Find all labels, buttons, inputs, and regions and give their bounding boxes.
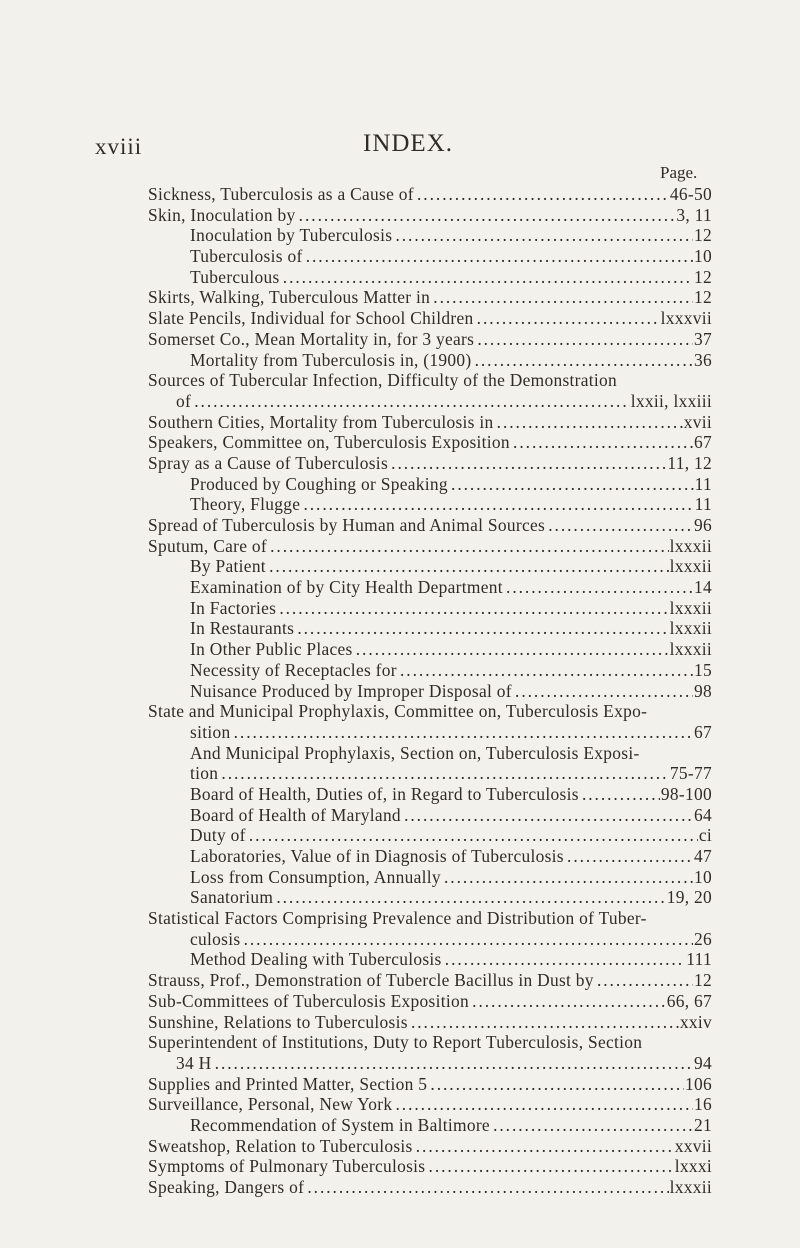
index-entry-page: 10 (694, 866, 712, 887)
index-entry-page: xxvii (674, 1135, 712, 1156)
index-entry-page: lxxxii (669, 597, 712, 618)
index-entry (148, 722, 712, 743)
index-entry-page: 37 (694, 328, 712, 349)
index-entry-page: 47 (694, 846, 712, 866)
index-entry-page: lxxxvii (660, 308, 712, 329)
index-entry-text: Recommendation of System in Baltimore . . . (148, 1115, 712, 1135)
index-entry-text: Spray as a Cause of Tuberculosis . . . (148, 453, 712, 473)
index-entry-text: sition . . . (148, 722, 712, 742)
page-folio: xviii (95, 134, 143, 159)
index-entry (148, 350, 712, 371)
index-entry-page: 67 (694, 432, 712, 453)
index-entry-text: Skirts, Walking, Tuberculous Matter in . . . (148, 287, 712, 307)
index-entry (148, 1136, 712, 1157)
index-entry (148, 805, 712, 826)
index-entry-text: Somerset Co., Mean Mortality in, for 3 years . . . (148, 329, 712, 349)
index-entry (148, 556, 712, 577)
index-entry (148, 515, 712, 536)
index-entry (148, 618, 712, 639)
index-entry (148, 308, 712, 329)
index-entry-text: Examination of by City Health Department . . . (148, 577, 712, 597)
index-entry (148, 598, 712, 619)
index-entry-page: 12 (694, 225, 712, 246)
index-entry-page: 19, 20 (666, 887, 712, 908)
index-entry-page: 67 (694, 721, 712, 742)
index-entry-page: 11, 12 (667, 452, 712, 473)
index-entry-page: lxxxii (669, 618, 712, 639)
index-entry-text: Board of Health of Maryland . . . (148, 805, 712, 825)
index-entry-text: Duty of . . . (148, 825, 712, 845)
index-entry-text: Loss from Consumption, Annually . . . (148, 867, 712, 887)
index-entry-page: ci (698, 825, 712, 846)
index-entry-text: Statistical Factors Comprising Prevalence and Distribution of Tuber- (148, 908, 647, 929)
index-entry-text: Sputum, Care of . . . (148, 536, 712, 556)
index-entry (148, 1012, 712, 1033)
index-entry-text: Southern Cities, Mortality from Tuberculosis in . . . (148, 412, 712, 432)
index-entry-page: 94 (694, 1052, 712, 1073)
index-entry-page: 12 (694, 287, 712, 308)
index-entry-text: Laboratories, Value of in Diagnosis of Tuberculosis . . . (148, 846, 712, 866)
index-entry-page: 14 (694, 577, 712, 598)
index-entry (148, 929, 712, 950)
index-entry-text: In Restaurants . . . (148, 618, 712, 638)
index-entry-page: 10 (694, 246, 712, 267)
index-entry-text: Produced by Coughing or Speaking . . . (148, 474, 712, 494)
index-entry (148, 887, 712, 908)
index-entry-text: 34 H . . . (148, 1053, 712, 1073)
index-entry-text: Symptoms of Pulmonary Tuberculosis . . . (148, 1156, 712, 1176)
index-entry (148, 205, 712, 226)
index-entry-page: xvii (683, 411, 712, 432)
index-entry-page: 98 (694, 680, 712, 701)
index-entry-page: 36 (694, 349, 712, 370)
index-entry-text: In Other Public Places . . . (148, 639, 712, 659)
index-entry (148, 825, 712, 846)
index-entry-page: lxxxii (669, 556, 712, 577)
index-entry (148, 743, 712, 764)
index-entry-text: By Patient . . . (148, 556, 712, 576)
index-entry (148, 908, 712, 929)
index-entry (148, 991, 712, 1012)
index-entry-text: State and Municipal Prophylaxis, Committee on, Tuberculosis Expo- (148, 701, 648, 722)
index-entry (148, 1177, 712, 1198)
index-entry-page: lxxxi (674, 1156, 712, 1177)
index-entry (148, 867, 712, 888)
index-entry-text: culosis . . . (148, 929, 712, 949)
index-entry-text: And Municipal Prophylaxis, Section on, Tuberculosis Exposi- (190, 742, 640, 763)
index-entry-text: Theory, Flugge . . . (148, 494, 712, 514)
index-entry-text: Tuberculous . . . (148, 267, 712, 287)
index-entry-page: lxxxii (669, 1177, 712, 1197)
index-entry (148, 577, 712, 598)
index-entry-page: 16 (694, 1094, 712, 1115)
index-entry-page: 26 (694, 928, 712, 949)
index-entry-page: lxxxii (669, 639, 712, 660)
index-entry-page: 3, 11 (676, 204, 712, 225)
index-entry (148, 1156, 712, 1177)
index-list (148, 184, 712, 1198)
index-entry (148, 370, 712, 391)
index-entry-page: 66, 67 (666, 990, 712, 1011)
index-entry-text: Superintendent of Institutions, Duty to Report Tuberculosis, Section (148, 1032, 643, 1053)
index-entry (148, 1053, 712, 1074)
index-entry-text: Skin, Inoculation by . . . (148, 205, 712, 225)
index-entry-text: Sanatorium . . . (148, 887, 712, 907)
index-entry (148, 536, 712, 557)
index-entry (148, 846, 712, 867)
index-entry-page: 11 (694, 494, 712, 515)
index-entry-page: 75-77 (669, 763, 712, 784)
index-entry (148, 287, 712, 308)
index-entry-page: 111 (686, 949, 712, 970)
index-entry-page: 12 (694, 970, 712, 991)
index-entry-text: Nuisance Produced by Improper Disposal of . . . (148, 681, 712, 701)
index-entry (148, 1032, 712, 1053)
index-entry-page: 98-100 (660, 783, 712, 804)
index-entry-text: Necessity of Receptacles for . . . (148, 660, 712, 680)
index-entry-text: Inoculation by Tuberculosis . . . (148, 225, 712, 245)
index-entry (148, 784, 712, 805)
page-column-label: Page. (660, 163, 698, 182)
index-entry (148, 1074, 712, 1095)
index-entry-page: 11 (694, 473, 712, 494)
index-entry-page: xxiv (679, 1011, 712, 1032)
index-entry (148, 453, 712, 474)
index-entry-page: lxxxii (669, 535, 712, 556)
index-entry-text: Supplies and Printed Matter, Section 5 . . . (148, 1074, 712, 1094)
index-entry (148, 474, 712, 495)
index-entry-text: Speakers, Committee on, Tuberculosis Exposition . . . (148, 432, 712, 452)
index-entry-page: 15 (694, 659, 712, 680)
index-entry-text: Sources of Tubercular Infection, Difficulty of the Demonstration (148, 370, 618, 391)
index-entry (148, 391, 712, 412)
index-entry (148, 494, 712, 515)
index-entry-text: Surveillance, Personal, New York . . . (148, 1094, 712, 1114)
index-entry-page: 64 (694, 804, 712, 825)
index-entry-text: Board of Health, Duties of, in Regard to Tuberculosis . . . (148, 784, 712, 804)
index-entry (148, 432, 712, 453)
index-entry (148, 681, 712, 702)
index-entry-text: Sickness, Tuberculosis as a Cause of . . . (148, 184, 712, 204)
index-entry-text: Sweatshop, Relation to Tuberculosis . . . (148, 1136, 712, 1156)
index-entry-text: Mortality from Tuberculosis in, (1900) . . . (148, 350, 712, 370)
index-entry (148, 660, 712, 681)
page-header (95, 130, 715, 164)
index-entry (148, 949, 712, 970)
running-title: INDEX. (363, 130, 454, 157)
index-entry-text: tion . . . (148, 763, 712, 783)
index-entry-text: Speaking, Dangers of . . . (148, 1177, 712, 1197)
index-entry (148, 701, 712, 722)
index-entry-page: 12 (694, 266, 712, 287)
index-entry (148, 1115, 712, 1136)
index-entry (148, 246, 712, 267)
index-entry (148, 329, 712, 350)
index-entry-page: 46-50 (669, 184, 712, 204)
index-entry-page: 21 (694, 1114, 712, 1135)
index-entry-text: Sub-Committees of Tuberculosis Exposition . . . (148, 991, 712, 1011)
index-entry (148, 267, 712, 288)
index-entry-text: In Factories . . . (148, 598, 712, 618)
index-entry (148, 225, 712, 246)
index-entry-page: lxxii, lxxiii (630, 390, 712, 411)
index-entry-text: Sunshine, Relations to Tuberculosis . . . (148, 1012, 712, 1032)
index-entry-text: Method Dealing with Tuberculosis . . . (148, 949, 712, 969)
index-entry-page: 96 (694, 515, 712, 535)
index-entry-text: Strauss, Prof., Demonstration of Tubercle Bacillus in Dust by . . . (148, 970, 712, 990)
index-entry-page: 106 (685, 1073, 712, 1094)
index-entry (148, 184, 712, 205)
index-entry (148, 1094, 712, 1115)
index-entry-text: Tuberculosis of . . . (148, 246, 712, 266)
index-entry (148, 763, 712, 784)
index-entry-text: Slate Pencils, Individual for School Children . . . (148, 308, 712, 328)
index-entry-text: Spread of Tuberculosis by Human and Animal Sources . . . (148, 515, 712, 535)
index-entry (148, 970, 712, 991)
index-entry-text: of . . . (148, 391, 712, 411)
index-entry (148, 639, 712, 660)
index-entry (148, 412, 712, 433)
